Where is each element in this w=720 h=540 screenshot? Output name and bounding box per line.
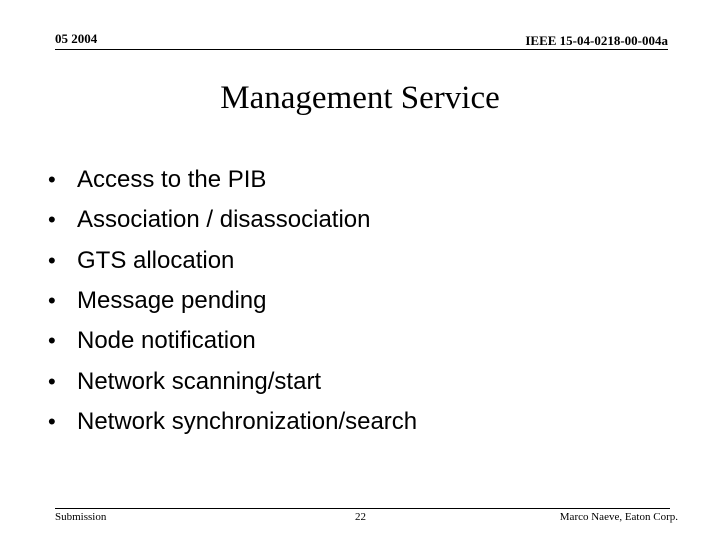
header-date: 05 2004	[55, 31, 98, 46]
bullet-text: Network scanning/start	[77, 367, 322, 395]
bullet-text: Message pending	[77, 287, 267, 315]
footer-divider	[55, 508, 670, 509]
bullet-icon: •	[48, 167, 56, 193]
bullet-icon: •	[48, 207, 56, 233]
bullet-item	[48, 402, 417, 442]
bullet-text: Network synchronization/search	[77, 407, 418, 435]
bullet-icon: •	[48, 408, 56, 434]
bullet-text: Access to the PIB	[77, 166, 267, 194]
header-doc-id: IEEE 15-04-0218-00-004a	[525, 33, 668, 48]
footer-submission: Submission	[55, 511, 107, 523]
bullet-item	[48, 241, 417, 281]
bullet-item	[48, 321, 417, 361]
bullet-list	[48, 160, 417, 442]
bullet-item	[48, 200, 417, 240]
bullet-icon: •	[48, 368, 56, 394]
bullet-item	[48, 160, 417, 200]
slide-title: Management Service	[220, 80, 500, 116]
bullet-icon: •	[48, 247, 56, 273]
footer-page-number: 22	[355, 511, 366, 523]
bullet-icon: •	[48, 288, 56, 314]
footer-author: Marco Naeve, Eaton Corp.	[559, 511, 678, 523]
bullet-icon: •	[48, 328, 56, 354]
bullet-text: Association / disassociation	[77, 206, 371, 234]
bullet-item	[48, 281, 417, 321]
bullet-text: Node notification	[77, 327, 256, 355]
header-divider	[55, 49, 668, 50]
bullet-item	[48, 361, 417, 401]
bullet-text: GTS allocation	[77, 246, 235, 274]
